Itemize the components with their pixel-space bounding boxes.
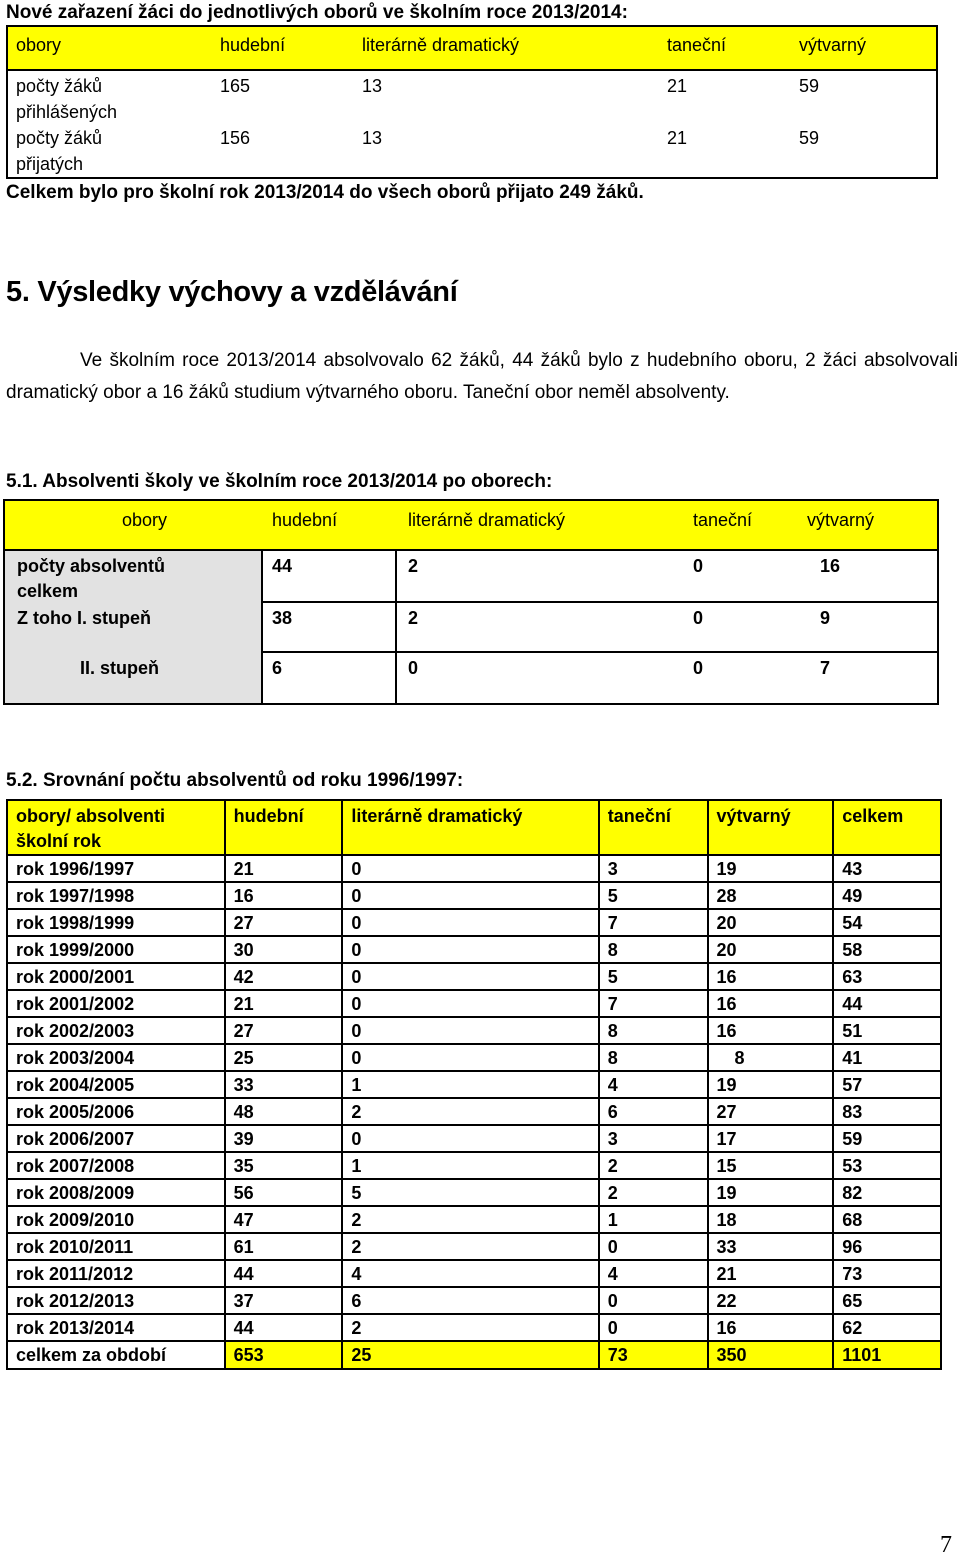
graduates-row-divider-2 bbox=[261, 651, 937, 653]
comparison-cell-celkem: 58 bbox=[833, 936, 941, 963]
table-row bbox=[7, 1125, 941, 1152]
table-row bbox=[7, 909, 941, 936]
comparison-header-tanecni: taneční bbox=[599, 800, 708, 855]
comparison-cell-celkem: 43 bbox=[833, 855, 941, 882]
table-row bbox=[7, 882, 941, 909]
comparison-table bbox=[6, 799, 942, 1370]
comparison-cell-literarne: 0 bbox=[342, 1044, 598, 1071]
comparison-cell-celkem: 41 bbox=[833, 1044, 941, 1071]
graduates-row3-vytvarny: 7 bbox=[820, 658, 831, 678]
comparison-cell-tanecni: 2 bbox=[599, 1179, 708, 1206]
comparison-total-hudebni: 653 bbox=[225, 1341, 343, 1369]
comparison-cell-tanecni: 8 bbox=[599, 936, 708, 963]
comparison-header-first-line1: obory/ absolventi bbox=[16, 806, 166, 826]
comparison-cell-celkem: 54 bbox=[833, 909, 941, 936]
graduates-row1-label-line1: počty absolventů bbox=[17, 556, 166, 576]
comparison-cell-celkem: 73 bbox=[833, 1260, 941, 1287]
comparison-cell-hudebni: 47 bbox=[225, 1206, 343, 1233]
table-row bbox=[7, 1071, 941, 1098]
comparison-cell-year: rok 2009/2010 bbox=[7, 1206, 225, 1233]
comparison-total-year: celkem za období bbox=[7, 1341, 225, 1369]
table-row bbox=[7, 1044, 941, 1071]
comparison-total-tanecni: 73 bbox=[599, 1341, 708, 1369]
admissions-row2-literarne: 13 bbox=[362, 128, 383, 148]
comparison-cell-hudebni: 27 bbox=[225, 1017, 343, 1044]
table-row bbox=[7, 1017, 941, 1044]
comparison-cell-tanecni: 3 bbox=[599, 855, 708, 882]
comparison-cell-celkem: 57 bbox=[833, 1071, 941, 1098]
comparison-cell-tanecni: 0 bbox=[599, 1287, 708, 1314]
comparison-cell-tanecni: 0 bbox=[599, 1314, 708, 1341]
comparison-cell-year: rok 2007/2008 bbox=[7, 1152, 225, 1179]
comparison-cell-literarne: 0 bbox=[342, 963, 598, 990]
graduates-header-vytvarny: výtvarný bbox=[807, 510, 875, 530]
comparison-cell-year: rok 1999/2000 bbox=[7, 936, 225, 963]
comparison-cell-year: rok 2000/2001 bbox=[7, 963, 225, 990]
comparison-cell-celkem: 65 bbox=[833, 1287, 941, 1314]
comparison-cell-hudebni: 35 bbox=[225, 1152, 343, 1179]
admissions-row1-vytvarny: 59 bbox=[799, 76, 820, 96]
comparison-cell-tanecni: 7 bbox=[599, 909, 708, 936]
comparison-cell-vytvarny: 28 bbox=[708, 882, 834, 909]
comparison-cell-vytvarny: 27 bbox=[708, 1098, 834, 1125]
comparison-cell-vytvarny: 21 bbox=[708, 1260, 834, 1287]
comparison-cell-literarne: 0 bbox=[342, 990, 598, 1017]
admissions-row1-literarne: 13 bbox=[362, 76, 383, 96]
admissions-header-obory: obory bbox=[16, 35, 62, 55]
admissions-row2-hudebni: 156 bbox=[220, 128, 251, 148]
comparison-cell-hudebni: 21 bbox=[225, 990, 343, 1017]
graduates-header-tanecni: taneční bbox=[693, 510, 753, 530]
comparison-cell-vytvarny: 16 bbox=[708, 963, 834, 990]
graduates-header-hudebni: hudební bbox=[272, 510, 338, 530]
admissions-row1-label-line1: počty žáků bbox=[16, 76, 103, 96]
comparison-cell-year: rok 1998/1999 bbox=[7, 909, 225, 936]
table-row bbox=[7, 963, 941, 990]
admissions-row2-label-line2: přijatých bbox=[16, 154, 84, 174]
admissions-row1-tanecni: 21 bbox=[667, 76, 688, 96]
comparison-cell-hudebni: 42 bbox=[225, 963, 343, 990]
table-row bbox=[7, 855, 941, 882]
comparison-cell-literarne: 0 bbox=[342, 882, 598, 909]
comparison-cell-year: rok 2006/2007 bbox=[7, 1125, 225, 1152]
admissions-row1-label-line2: přihlášených bbox=[16, 102, 118, 122]
comparison-cell-tanecni: 4 bbox=[599, 1071, 708, 1098]
table-row bbox=[7, 1260, 941, 1287]
table-row bbox=[7, 1179, 941, 1206]
comparison-cell-tanecni: 3 bbox=[599, 1125, 708, 1152]
comparison-cell-literarne: 1 bbox=[342, 1071, 598, 1098]
comparison-cell-celkem: 68 bbox=[833, 1206, 941, 1233]
comparison-cell-hudebni: 30 bbox=[225, 936, 343, 963]
comparison-header-vytvarny: výtvarný bbox=[708, 800, 834, 855]
graduates-row1-label-line2: celkem bbox=[17, 581, 79, 601]
comparison-cell-celkem: 49 bbox=[833, 882, 941, 909]
comparison-cell-vytvarny: 33 bbox=[708, 1233, 834, 1260]
graduates-table bbox=[3, 499, 939, 705]
comparison-header-celkem: celkem bbox=[833, 800, 941, 855]
comparison-cell-hudebni: 44 bbox=[225, 1260, 343, 1287]
admissions-row2-tanecni: 21 bbox=[667, 128, 688, 148]
table-row bbox=[7, 1206, 941, 1233]
admissions-row2-label-line1: počty žáků bbox=[16, 128, 103, 148]
table-row bbox=[7, 1314, 941, 1341]
comparison-cell-year: rok 1996/1997 bbox=[7, 855, 225, 882]
comparison-cell-year: rok 2013/2014 bbox=[7, 1314, 225, 1341]
comparison-cell-celkem: 83 bbox=[833, 1098, 941, 1125]
comparison-cell-celkem: 44 bbox=[833, 990, 941, 1017]
comparison-cell-tanecni: 5 bbox=[599, 963, 708, 990]
comparison-cell-literarne: 2 bbox=[342, 1314, 598, 1341]
comparison-header-first-line2: školní rok bbox=[16, 831, 102, 851]
comparison-cell-tanecni: 1 bbox=[599, 1206, 708, 1233]
comparison-cell-hudebni: 61 bbox=[225, 1233, 343, 1260]
comparison-cell-year: rok 2003/2004 bbox=[7, 1044, 225, 1071]
comparison-cell-year: rok 2005/2006 bbox=[7, 1098, 225, 1125]
admissions-header-literarne: literárně dramatický bbox=[362, 35, 520, 55]
comparison-cell-hudebni: 48 bbox=[225, 1098, 343, 1125]
admissions-heading: Nové zařazení žáci do jednotlivých oborů ve školním roce 2013/2014: bbox=[6, 2, 628, 23]
comparison-cell-tanecni: 6 bbox=[599, 1098, 708, 1125]
comparison-cell-vytvarny: 17 bbox=[708, 1125, 834, 1152]
comparison-cell-celkem: 62 bbox=[833, 1314, 941, 1341]
comparison-cell-literarne: 1 bbox=[342, 1152, 598, 1179]
comparison-cell-vytvarny: 19 bbox=[708, 1179, 834, 1206]
comparison-cell-celkem: 96 bbox=[833, 1233, 941, 1260]
graduates-row3-tanecni: 0 bbox=[693, 658, 704, 678]
comparison-total-celkem: 1101 bbox=[833, 1341, 941, 1369]
comparison-cell-year: rok 2011/2012 bbox=[7, 1260, 225, 1287]
comparison-cell-hudebni: 33 bbox=[225, 1071, 343, 1098]
comparison-cell-vytvarny: 19 bbox=[708, 1071, 834, 1098]
comparison-cell-literarne: 0 bbox=[342, 936, 598, 963]
comparison-cell-year: rok 2002/2003 bbox=[7, 1017, 225, 1044]
comparison-cell-literarne: 0 bbox=[342, 909, 598, 936]
comparison-header-row bbox=[7, 800, 941, 855]
comparison-cell-celkem: 82 bbox=[833, 1179, 941, 1206]
comparison-cell-year: rok 2008/2009 bbox=[7, 1179, 225, 1206]
admissions-header-vytvarny: výtvarný bbox=[799, 35, 867, 55]
comparison-cell-hudebni: 21 bbox=[225, 855, 343, 882]
graduates-row1-tanecni: 0 bbox=[693, 556, 704, 576]
comparison-cell-vytvarny: 15 bbox=[708, 1152, 834, 1179]
comparison-total-literarne: 25 bbox=[342, 1341, 598, 1369]
table-row bbox=[7, 1152, 941, 1179]
graduates-row1-vytvarny: 16 bbox=[820, 556, 841, 576]
admissions-header-hudebni: hudební bbox=[220, 35, 286, 55]
graduates-header-literarne: literárně dramatický bbox=[408, 510, 566, 530]
graduates-row3-hudebni: 6 bbox=[272, 658, 283, 678]
graduates-row2-vytvarny: 9 bbox=[820, 608, 831, 628]
comparison-cell-tanecni: 8 bbox=[599, 1044, 708, 1071]
comparison-header-first bbox=[7, 800, 225, 855]
comparison-cell-hudebni: 27 bbox=[225, 909, 343, 936]
comparison-cell-celkem: 59 bbox=[833, 1125, 941, 1152]
admissions-summary: Celkem bylo pro školní rok 2013/2014 do všech oborů přijato 249 žáků. bbox=[6, 182, 644, 203]
comparison-cell-vytvarny: 16 bbox=[708, 1017, 834, 1044]
subsection-2-title: 5.2. Srovnání počtu absolventů od roku 1996/1997: bbox=[6, 770, 464, 791]
comparison-cell-year: rok 2004/2005 bbox=[7, 1071, 225, 1098]
comparison-cell-literarne: 4 bbox=[342, 1260, 598, 1287]
comparison-cell-vytvarny: 20 bbox=[708, 909, 834, 936]
comparison-cell-vytvarny: 16 bbox=[708, 990, 834, 1017]
admissions-row1-hudebni: 165 bbox=[220, 76, 251, 96]
comparison-cell-vytvarny: 19 bbox=[708, 855, 834, 882]
graduates-table-header bbox=[5, 501, 937, 551]
graduates-row1-hudebni: 44 bbox=[272, 556, 293, 576]
admissions-table-header bbox=[8, 27, 936, 71]
comparison-cell-literarne: 2 bbox=[342, 1098, 598, 1125]
comparison-cell-tanecni: 4 bbox=[599, 1260, 708, 1287]
comparison-cell-hudebni: 37 bbox=[225, 1287, 343, 1314]
comparison-total-vytvarny: 350 bbox=[708, 1341, 834, 1369]
comparison-cell-tanecni: 8 bbox=[599, 1017, 708, 1044]
graduates-divider-1 bbox=[395, 551, 397, 703]
comparison-cell-celkem: 51 bbox=[833, 1017, 941, 1044]
graduates-row1-literarne: 2 bbox=[408, 556, 419, 576]
subsection-1-title: 5.1. Absolventi školy ve školním roce 2013/2014 po oborech: bbox=[6, 471, 553, 492]
comparison-header-literarne: literárně dramatický bbox=[342, 800, 598, 855]
graduates-header-obory: obory bbox=[122, 510, 168, 530]
comparison-cell-year: rok 2001/2002 bbox=[7, 990, 225, 1017]
comparison-cell-vytvarny: 22 bbox=[708, 1287, 834, 1314]
comparison-cell-hudebni: 56 bbox=[225, 1179, 343, 1206]
table-row bbox=[7, 990, 941, 1017]
comparison-cell-celkem: 63 bbox=[833, 963, 941, 990]
comparison-cell-year: rok 2010/2011 bbox=[7, 1233, 225, 1260]
comparison-cell-literarne: 2 bbox=[342, 1233, 598, 1260]
admissions-row2-vytvarny: 59 bbox=[799, 128, 820, 148]
comparison-cell-vytvarny: 20 bbox=[708, 936, 834, 963]
comparison-cell-year: rok 1997/1998 bbox=[7, 882, 225, 909]
comparison-cell-vytvarny: 18 bbox=[708, 1206, 834, 1233]
comparison-cell-hudebni: 44 bbox=[225, 1314, 343, 1341]
table-row bbox=[7, 1098, 941, 1125]
comparison-cell-literarne: 5 bbox=[342, 1179, 598, 1206]
comparison-cell-literarne: 0 bbox=[342, 1125, 598, 1152]
graduates-row3-literarne: 0 bbox=[408, 658, 419, 678]
comparison-cell-hudebni: 39 bbox=[225, 1125, 343, 1152]
graduates-row3-label: II. stupeň bbox=[80, 658, 160, 678]
comparison-cell-vytvarny: 8 bbox=[708, 1044, 834, 1071]
comparison-cell-tanecni: 2 bbox=[599, 1152, 708, 1179]
graduates-row2-hudebni: 38 bbox=[272, 608, 293, 628]
comparison-cell-celkem: 53 bbox=[833, 1152, 941, 1179]
comparison-cell-literarne: 2 bbox=[342, 1206, 598, 1233]
comparison-cell-tanecni: 7 bbox=[599, 990, 708, 1017]
table-row bbox=[7, 1287, 941, 1314]
admissions-header-tanecni: taneční bbox=[667, 35, 727, 55]
section-paragraph: Ve školním roce 2013/2014 absolvovalo 62 žáků, 44 žáků bylo z hudebního oboru, 2 žáci absolvovali dramatický obor a 16 žáků studium výtvarného oboru. Taneční obor neměl absolventy. bbox=[6, 350, 958, 403]
page-number: 7 bbox=[940, 1532, 952, 1558]
comparison-cell-hudebni: 25 bbox=[225, 1044, 343, 1071]
comparison-total-row bbox=[7, 1341, 941, 1369]
comparison-cell-vytvarny: 16 bbox=[708, 1314, 834, 1341]
graduates-row2-label: Z toho I. stupeň bbox=[17, 608, 151, 628]
graduates-row2-literarne: 2 bbox=[408, 608, 419, 628]
comparison-cell-hudebni: 16 bbox=[225, 882, 343, 909]
comparison-cell-year: rok 2012/2013 bbox=[7, 1287, 225, 1314]
comparison-cell-literarne: 0 bbox=[342, 855, 598, 882]
table-row bbox=[7, 1233, 941, 1260]
comparison-cell-literarne: 0 bbox=[342, 1017, 598, 1044]
comparison-cell-literarne: 6 bbox=[342, 1287, 598, 1314]
comparison-header-hudebni: hudební bbox=[225, 800, 343, 855]
comparison-cell-tanecni: 5 bbox=[599, 882, 708, 909]
section-title: 5. Výsledky výchovy a vzdělávání bbox=[6, 276, 458, 308]
comparison-cell-tanecni: 0 bbox=[599, 1233, 708, 1260]
graduates-row-divider-1 bbox=[261, 601, 937, 603]
graduates-row2-tanecni: 0 bbox=[693, 608, 704, 628]
table-row bbox=[7, 936, 941, 963]
admissions-table bbox=[6, 25, 938, 179]
